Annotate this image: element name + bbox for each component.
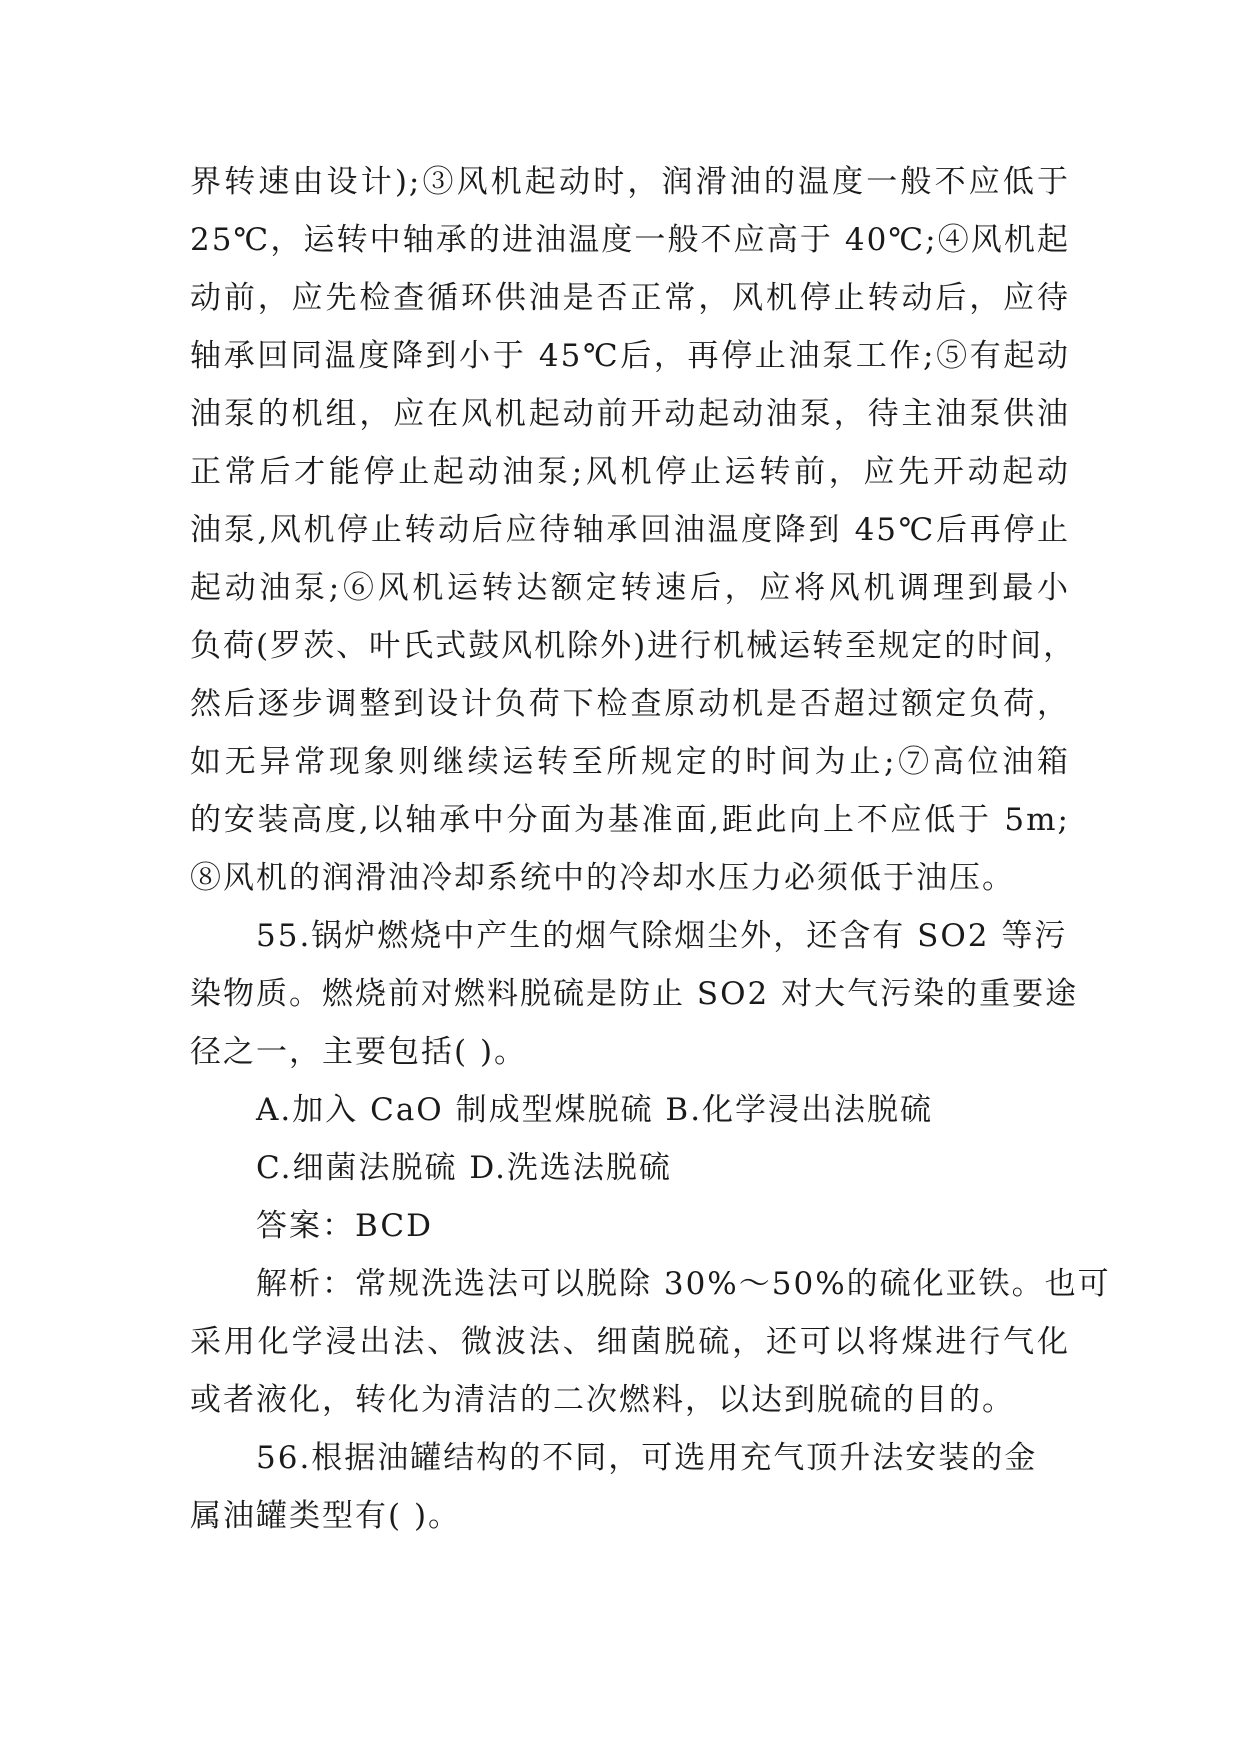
- text-line: ⑧风机的润滑油冷却系统中的冷却水压力必须低于油压。: [190, 860, 1015, 896]
- question-56-line: 56.根据油罐结构的不同，可选用充气顶升法安装的金: [256, 1440, 1038, 1476]
- text-line: 25℃，运转中轴承的进油温度一般不应高于 40℃;④风机起: [190, 222, 1070, 258]
- text-line: 轴承回同温度降到小于 45℃后，再停止油泵工作;⑤有起动: [190, 338, 1070, 374]
- explanation-line: 或者液化，转化为清洁的二次燃料，以达到脱硫的目的。: [190, 1382, 1015, 1418]
- text-line: 油泵,风机停止转动后应待轴承回油温度降到 45℃后再停止: [190, 512, 1070, 548]
- text-line: 正常后才能停止起动油泵;风机停止运转前，应先开动起动: [190, 454, 1070, 490]
- question-56-line: 属油罐类型有( )。: [190, 1498, 462, 1534]
- text-line: 负荷(罗茨、叶氏式鼓风机除外)进行机械运转至规定的时间，: [190, 628, 1077, 664]
- text-line: 油泵的机组，应在风机起动前开动起动油泵，待主油泵供油: [190, 396, 1070, 432]
- answer-line: 答案：BCD: [256, 1208, 433, 1244]
- text-line: 起动油泵;⑥风机运转达额定转速后，应将风机调理到最小: [190, 570, 1070, 606]
- document-body: [190, 153, 1111, 1545]
- explanation-line: 采用化学浸出法、微波法、细菌脱硫，还可以将煤进行气化: [190, 1324, 1070, 1360]
- question-55-line: 径之一，主要包括( )。: [190, 1034, 528, 1070]
- question-55-line: 染物质。燃烧前对燃料脱硫是防止 SO2 对大气污染的重要途: [190, 976, 1079, 1012]
- text-line: 动前，应先检查循环供油是否正常，风机停止转动后，应待: [190, 280, 1070, 316]
- text-line: 界转速由设计);③风机起动时，润滑油的温度一般不应低于: [190, 164, 1070, 200]
- text-line: 然后逐步调整到设计负荷下检查原动机是否超过额定负荷，: [190, 686, 1070, 722]
- options-line: C.细菌法脱硫 D.洗选法脱硫: [256, 1150, 672, 1186]
- options-line: A.加入 CaO 制成型煤脱硫 B.化学浸出法脱硫: [256, 1092, 934, 1128]
- explanation-line: 解析：常规洗选法可以脱除 30%～50%的硫化亚铁。也可: [256, 1266, 1111, 1302]
- text-line: 如无异常现象则继续运转至所规定的时间为止;⑦高位油箱: [190, 744, 1070, 780]
- text-line: 的安装高度,以轴承中分面为基准面,距此向上不应低于 5m;: [190, 802, 1070, 838]
- question-55-line: 55.锅炉燃烧中产生的烟气除烟尘外，还含有 SO2 等污: [256, 918, 1068, 954]
